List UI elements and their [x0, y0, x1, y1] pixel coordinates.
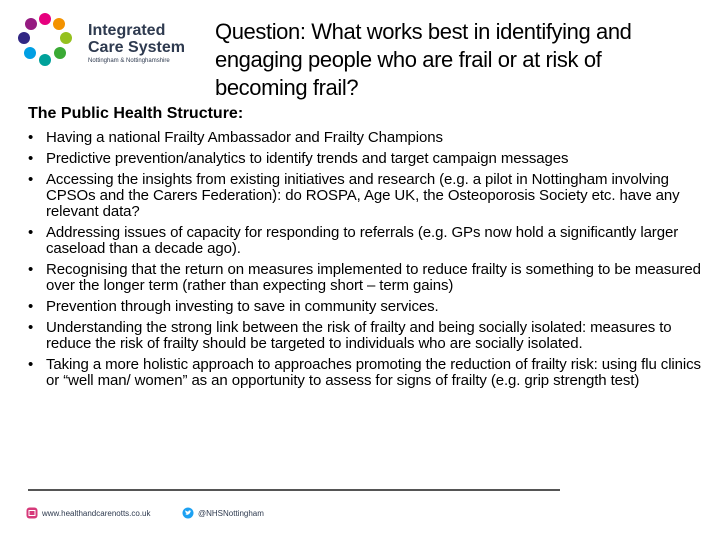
bullet-text: Understanding the strong link between the risk of frailty and being socially isolated: measures to reduce the risk of frailty should be targeted to individuals who are socially isolated.	[46, 319, 672, 352]
bullet-marker: •	[28, 171, 34, 188]
bullet-item	[28, 151, 704, 167]
bullet-list	[28, 130, 704, 389]
logo-subtitle: Nottingham & Nottinghamshire	[88, 58, 170, 64]
bullet-text: Taking a more holistic approach to approaches promoting the reduction of frailty risk: using flu clinics or “well man/ women” as an opportunity to assess for signs of frailty (e.g. grip strength test)	[46, 356, 701, 389]
bullet-marker: •	[28, 261, 34, 278]
bullet-item	[28, 262, 704, 294]
logo-line-2: Care System	[88, 39, 185, 56]
bullet-marker: •	[28, 298, 34, 315]
slide-title: Question: What works best in identifying and engaging people who are frail or at risk of becoming frail?	[215, 19, 632, 100]
bullet-text: Having a national Frailty Ambassador and Frailty Champions	[46, 129, 443, 146]
bullet-marker: •	[28, 129, 34, 146]
logo-line-1: Integrated	[88, 22, 166, 39]
twitter-handle[interactable]: @NHSNottingham	[198, 508, 264, 518]
footer-twitter[interactable]	[182, 507, 264, 519]
bullet-text: Prevention through investing to save in community services.	[46, 298, 439, 315]
bullet-text: Predictive prevention/analytics to identify trends and target campaign messages	[46, 150, 569, 167]
website-link[interactable]: www.healthandcarenotts.co.uk	[42, 508, 151, 518]
bullet-marker: •	[28, 356, 34, 373]
section-heading: The Public Health Structure:	[28, 105, 244, 122]
bullet-text: Recognising that the return on measures implemented to reduce frailty is something to be measured over the longer term (rather than expecting short – term gains)	[46, 261, 701, 294]
bullet-text: Accessing the insights from existing initiatives and research (e.g. a pilot in Nottingham involving CPSOs and the Carers Federation): do ROSPA, Age UK, the Osteoporosis Society etc. have any relevant data?	[46, 171, 680, 220]
web-link-icon	[26, 507, 38, 519]
bullet-marker: •	[28, 150, 34, 167]
bullet-item	[28, 357, 704, 389]
bullet-marker: •	[28, 319, 34, 336]
ics-logo	[12, 12, 202, 68]
slide-body	[28, 104, 704, 394]
twitter-icon	[182, 507, 194, 519]
bullet-text: Addressing issues of capacity for responding to referrals (e.g. GPs now hold a significantly larger caseload than a decade ago).	[46, 224, 679, 257]
bullet-item	[28, 320, 704, 352]
bullet-item	[28, 225, 704, 257]
bullet-item	[28, 130, 704, 146]
footer-divider	[28, 489, 560, 491]
ics-logo-icon	[12, 12, 78, 68]
bullet-item	[28, 172, 704, 220]
bullet-item	[28, 299, 704, 315]
bullet-marker: •	[28, 224, 34, 241]
footer-website[interactable]	[26, 507, 151, 519]
